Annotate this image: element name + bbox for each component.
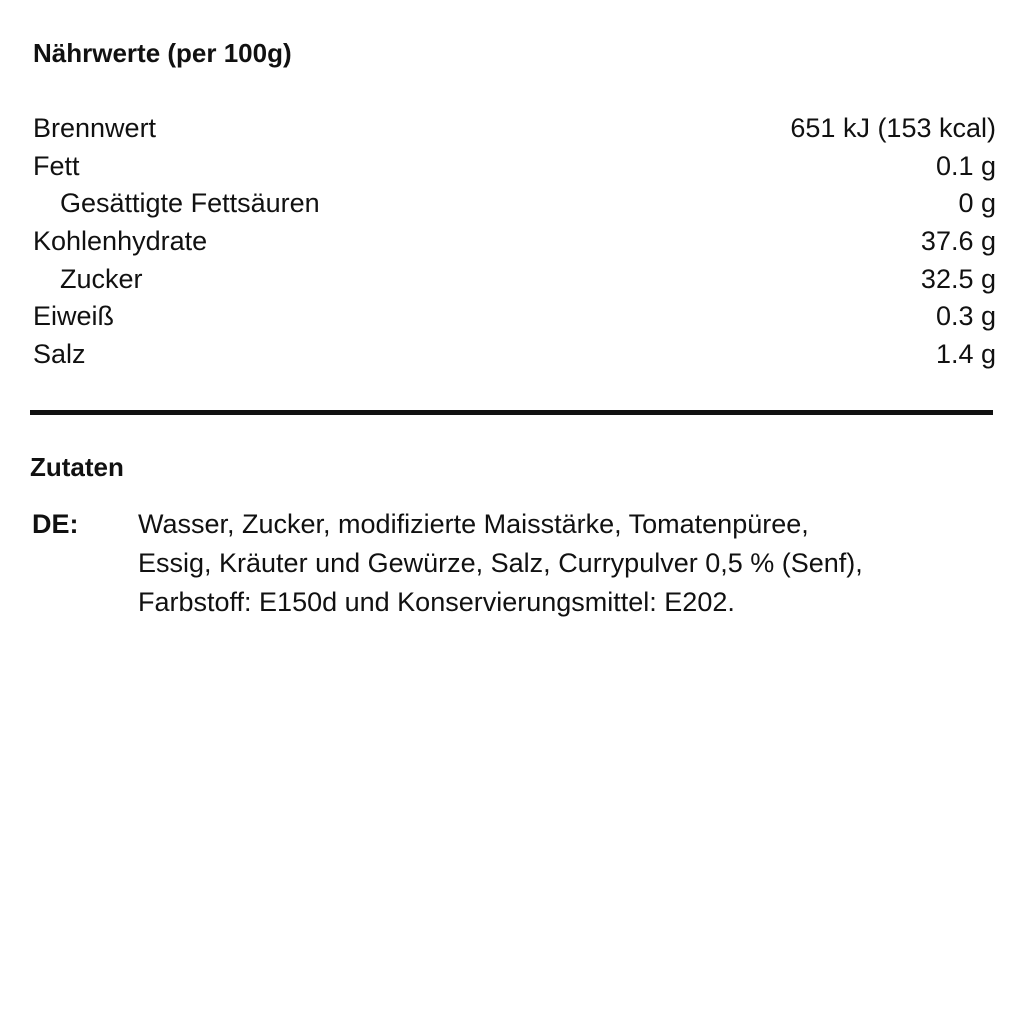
nutrition-label: Brennwert — [33, 113, 157, 143]
nutrition-label: Fett — [33, 150, 80, 181]
nutrition-label: Eiweiß — [33, 301, 115, 332]
nutrition-value: 37.6 g — [920, 226, 996, 257]
nutrition-value: 1.4 g — [935, 339, 996, 370]
nutrition-row-gesaettigte-fettsaeuren — [33, 185, 996, 223]
nutrition-value: 0 g — [958, 188, 996, 219]
ingredients-text — [138, 505, 1012, 622]
nutrition-row-kohlenhydrate — [33, 223, 996, 261]
nutrition-title: Nährwerte (per 100g) — [33, 38, 292, 68]
language-label: DE: — [32, 509, 79, 539]
nutrition-value: 651 kJ (153 kcal) — [790, 113, 996, 143]
ingredients-line: Farbstoff: E150d und Konservierungsmittel: E202. — [138, 587, 735, 617]
ingredients-title: Zutaten — [30, 452, 124, 482]
nutrition-row-eiweiss — [33, 298, 996, 336]
nutrition-row-brennwert — [33, 110, 996, 148]
nutrition-value: 32.5 g — [920, 263, 996, 294]
nutrition-label: Zucker — [60, 263, 143, 294]
ingredients-line: Wasser, Zucker, modifizierte Maisstärke, Tomatenpüree, — [138, 509, 809, 539]
nutrition-label: Salz — [33, 339, 86, 370]
nutrition-table — [33, 110, 996, 374]
nutrition-row-salz — [33, 336, 996, 374]
nutrition-label: Gesättigte Fettsäuren — [60, 188, 320, 219]
ingredients-block — [32, 505, 1012, 622]
nutrition-value: 0.1 g — [935, 150, 996, 181]
nutrition-row-zucker — [33, 261, 996, 299]
nutrition-label: Kohlenhydrate — [33, 226, 208, 257]
section-divider — [30, 410, 993, 415]
nutrition-row-fett — [33, 148, 996, 186]
nutrition-value: 0.3 g — [935, 301, 996, 332]
ingredients-line: Essig, Kräuter und Gewürze, Salz, Currypulver 0,5 % (Senf), — [138, 548, 863, 578]
